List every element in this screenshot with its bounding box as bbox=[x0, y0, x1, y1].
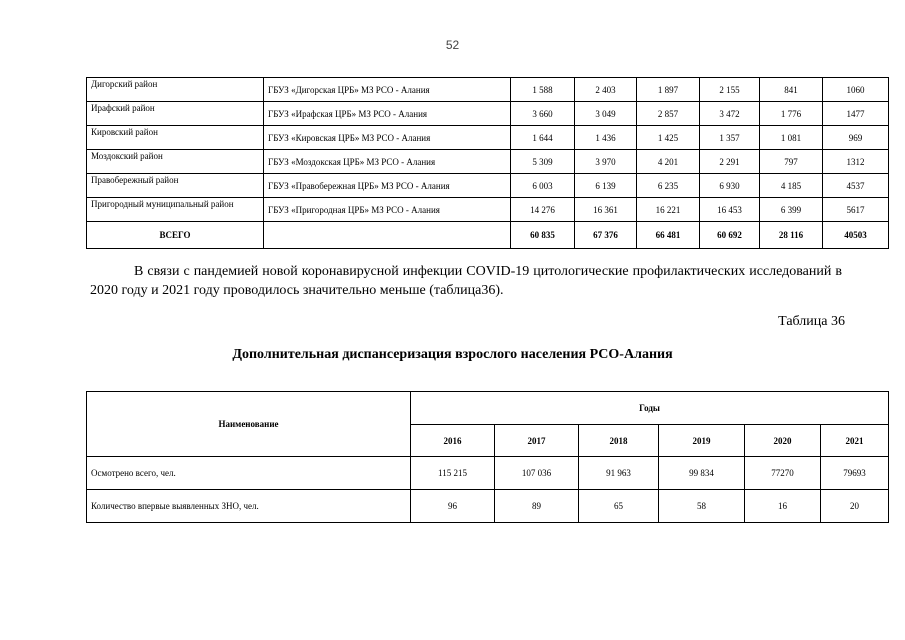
table-title: Дополнительная диспансеризация взрослого населения РСО-Алания bbox=[232, 347, 673, 362]
district-name: Моздокский район bbox=[87, 150, 264, 174]
org-name: ГБУЗ «Правобережная ЦРБ» МЗ РСО - Алания bbox=[264, 174, 511, 198]
total-value-cell: 28 116 bbox=[760, 222, 823, 249]
district-row bbox=[87, 174, 889, 198]
total-value-cell: 60 835 bbox=[511, 222, 575, 249]
district-row bbox=[87, 150, 889, 174]
total-row bbox=[87, 222, 889, 249]
value-cell: 6 139 bbox=[575, 174, 637, 198]
page-number: 52 bbox=[445, 38, 460, 52]
org-name: ГБУЗ «Кировская ЦРБ» МЗ РСО - Алания bbox=[264, 126, 511, 150]
total-org bbox=[264, 222, 511, 249]
value-cell: 3 660 bbox=[511, 102, 575, 126]
value-cell: 1312 bbox=[823, 150, 889, 174]
year-header: 2018 bbox=[579, 425, 659, 457]
year-header: 2016 bbox=[411, 425, 495, 457]
year-header: 2019 bbox=[659, 425, 745, 457]
value-cell: 1 644 bbox=[511, 126, 575, 150]
value-cell: 841 bbox=[760, 78, 823, 102]
dispensary-table bbox=[86, 391, 889, 523]
district-name: Дигорский район bbox=[87, 78, 264, 102]
total-label: ВСЕГО bbox=[87, 222, 264, 249]
value-cell: 14 276 bbox=[511, 198, 575, 222]
org-name: ГБУЗ «Моздокская ЦРБ» МЗ РСО - Алания bbox=[264, 150, 511, 174]
district-name: Кировский район bbox=[87, 126, 264, 150]
total-value-cell: 60 692 bbox=[700, 222, 760, 249]
dispensary-table-body bbox=[87, 392, 889, 523]
value-cell: 58 bbox=[659, 490, 745, 523]
name-header: Наименование bbox=[87, 392, 411, 457]
dispensary-row bbox=[87, 490, 889, 523]
value-cell: 6 235 bbox=[637, 174, 700, 198]
value-cell: 4537 bbox=[823, 174, 889, 198]
value-cell: 2 857 bbox=[637, 102, 700, 126]
total-value-cell: 66 481 bbox=[637, 222, 700, 249]
value-cell: 1 897 bbox=[637, 78, 700, 102]
district-row bbox=[87, 78, 889, 102]
value-cell: 4 185 bbox=[760, 174, 823, 198]
value-cell: 969 bbox=[823, 126, 889, 150]
body-paragraph: В связи с пандемией новой коронавирусной инфекции COVID-19 цитологические профилактических исследований в 2020 году и 2021 году проводилось значительно меньше (таблица36). bbox=[90, 264, 842, 298]
value-cell: 1 357 bbox=[700, 126, 760, 150]
district-screening-table bbox=[86, 77, 889, 249]
value-cell: 2 291 bbox=[700, 150, 760, 174]
value-cell: 6 399 bbox=[760, 198, 823, 222]
value-cell: 1060 bbox=[823, 78, 889, 102]
district-row bbox=[87, 198, 889, 222]
value-cell: 20 bbox=[821, 490, 889, 523]
value-cell: 1 776 bbox=[760, 102, 823, 126]
total-value-cell: 67 376 bbox=[575, 222, 637, 249]
value-cell: 1 436 bbox=[575, 126, 637, 150]
years-header: Годы bbox=[411, 392, 889, 425]
value-cell: 4 201 bbox=[637, 150, 700, 174]
value-cell: 99 834 bbox=[659, 457, 745, 490]
value-cell: 16 453 bbox=[700, 198, 760, 222]
value-cell: 77270 bbox=[745, 457, 821, 490]
org-name: ГБУЗ «Ирафская ЦРБ» МЗ РСО - Алания bbox=[264, 102, 511, 126]
row-name: Осмотрено всего, чел. bbox=[87, 457, 411, 490]
year-header: 2021 bbox=[821, 425, 889, 457]
value-cell: 3 049 bbox=[575, 102, 637, 126]
value-cell: 115 215 bbox=[411, 457, 495, 490]
org-name: ГБУЗ «Дигорская ЦРБ» МЗ РСО - Алания bbox=[264, 78, 511, 102]
value-cell: 107 036 bbox=[495, 457, 579, 490]
total-value-cell: 40503 bbox=[823, 222, 889, 249]
value-cell: 2 155 bbox=[700, 78, 760, 102]
value-cell: 1 425 bbox=[637, 126, 700, 150]
value-cell: 16 221 bbox=[637, 198, 700, 222]
value-cell: 1 588 bbox=[511, 78, 575, 102]
value-cell: 797 bbox=[760, 150, 823, 174]
value-cell: 91 963 bbox=[579, 457, 659, 490]
value-cell: 3 472 bbox=[700, 102, 760, 126]
value-cell: 3 970 bbox=[575, 150, 637, 174]
value-cell: 6 930 bbox=[700, 174, 760, 198]
value-cell: 6 003 bbox=[511, 174, 575, 198]
value-cell: 2 403 bbox=[575, 78, 637, 102]
district-name: Ирафский район bbox=[87, 102, 264, 126]
district-row bbox=[87, 102, 889, 126]
value-cell: 89 bbox=[495, 490, 579, 523]
value-cell: 16 bbox=[745, 490, 821, 523]
value-cell: 96 bbox=[411, 490, 495, 523]
value-cell: 1477 bbox=[823, 102, 889, 126]
value-cell: 5617 bbox=[823, 198, 889, 222]
dispensary-row bbox=[87, 457, 889, 490]
district-table-body bbox=[87, 78, 889, 249]
value-cell: 1 081 bbox=[760, 126, 823, 150]
district-row bbox=[87, 126, 889, 150]
year-header: 2020 bbox=[745, 425, 821, 457]
value-cell: 79693 bbox=[821, 457, 889, 490]
row-name: Количество впервые выявленных ЗНО, чел. bbox=[87, 490, 411, 523]
district-name: Пригородный муниципальный район bbox=[87, 198, 264, 222]
value-cell: 16 361 bbox=[575, 198, 637, 222]
org-name: ГБУЗ «Пригородная ЦРБ» МЗ РСО - Алания bbox=[264, 198, 511, 222]
district-name: Правобережный район bbox=[87, 174, 264, 198]
year-header: 2017 bbox=[495, 425, 579, 457]
value-cell: 5 309 bbox=[511, 150, 575, 174]
value-cell: 65 bbox=[579, 490, 659, 523]
table-caption: Таблица 36 bbox=[778, 314, 845, 329]
